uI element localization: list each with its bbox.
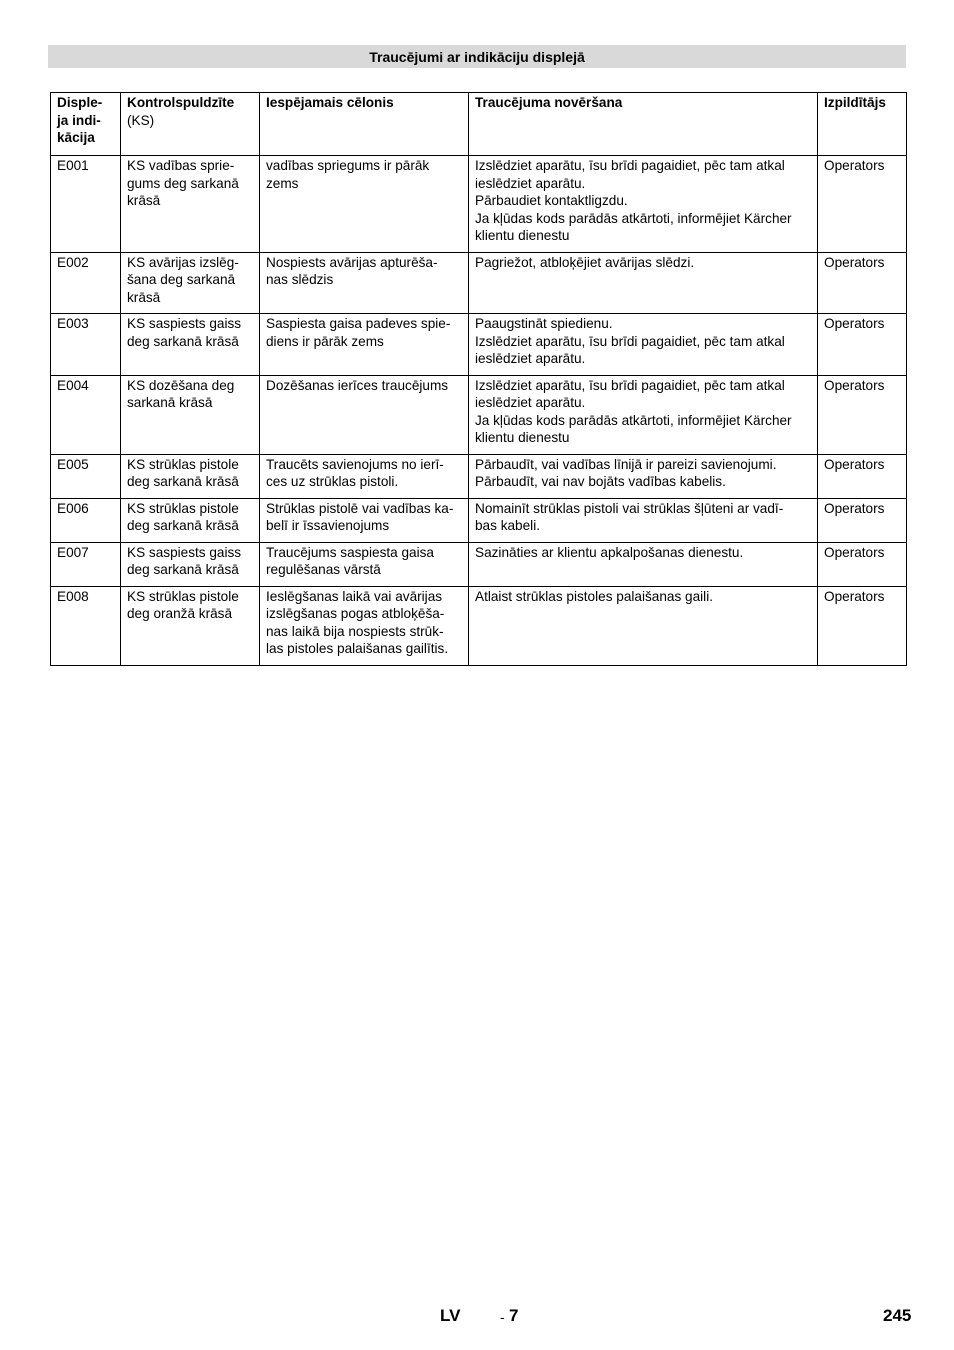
cell-cause-line: ces uz strūklas pistoli. [266,474,399,489]
header-remedy [469,93,818,156]
cell-remedy [469,252,818,314]
cell-display-code: E004 [51,375,121,454]
cell-control-lamp-line: KS strūklas pistole [127,588,239,604]
cell-cause [260,375,469,454]
header-remedy-label: Traucējuma novēršana [475,95,623,110]
cell-control-lamp-line: KS vadības sprie- [127,158,235,173]
cell-remedy-line: Nomainīt strūklas pistoli vai strūklas šļūteni ar vadī- [475,500,784,516]
cell-remedy-line: Pagriežot, atbloķējiet avārijas slēdzi. [475,254,695,270]
cell-control-lamp [121,156,260,253]
header-control-lamp [121,93,260,156]
header-cause-label: Iespējamais cēlonis [266,95,394,110]
cell-cause-line: Saspiesta gaisa padeves spie- [266,316,451,331]
cell-display-code: E007 [51,542,121,586]
cell-control-lamp-line: KS saspiests gaiss [127,544,242,560]
cell-remedy-line: klientu dienestu [475,430,570,445]
cell-cause-line: Nospiests avārijas apturēša- [266,254,438,270]
cell-control-lamp-line: sarkanā krāsā [127,395,213,410]
header-control-lamp-label: Kontrolspuldzīte [127,95,235,110]
cell-cause [260,454,469,498]
cell-cause-line: diens ir pārāk zems [266,333,384,349]
footer-dash: - [500,1309,505,1325]
fault-table [50,92,907,666]
cell-remedy [469,156,818,253]
section-title-text: Traucējumi ar indikāciju displejā [369,48,585,65]
header-control-lamp-sub: (KS) [127,112,155,128]
cell-cause [260,586,469,665]
footer-page-number: 245 [883,1306,912,1325]
cell-control-lamp-line: šana deg sarkanā [127,272,236,287]
table-row [51,498,907,542]
cell-control-lamp [121,252,260,314]
cell-remedy-line: klientu dienestu [475,228,570,243]
cell-remedy-line: Pārbaudīt, vai vadības līnijā ir pareizi savienojumi. [475,456,777,472]
cell-performed-by: Operators [818,156,907,253]
cell-control-lamp-line: krāsā [127,289,161,305]
cell-control-lamp-line: KS strūklas pistole [127,456,239,472]
cell-control-lamp-line: KS saspiests gaiss [127,316,242,331]
cell-control-lamp-line: deg sarkanā krāsā [127,333,239,349]
table-row [51,454,907,498]
cell-display-code: E001 [51,156,121,253]
cell-display-code: E005 [51,454,121,498]
cell-remedy-line: bas kabeli. [475,518,540,533]
cell-cause-line: vadības spriegums ir pārāk [266,158,430,173]
cell-cause-line: Strūklas pistolē vai vadības ka- [266,500,454,516]
cell-performed-by: Operators [818,542,907,586]
cell-performed-by: Operators [818,586,907,665]
cell-control-lamp-line: KS avārijas izslēg- [127,254,239,270]
cell-control-lamp-line: KS strūklas pistole [127,500,239,516]
cell-control-lamp [121,542,260,586]
cell-cause [260,314,469,376]
cell-remedy-line: Izslēdziet aparātu, īsu brīdi pagaidiet, pēc tam atkal [475,333,785,349]
cell-control-lamp-line: deg sarkanā krāsā [127,474,239,489]
cell-control-lamp [121,454,260,498]
cell-control-lamp [121,498,260,542]
table-row [51,314,907,376]
cell-control-lamp-line: deg sarkanā krāsā [127,518,239,533]
cell-cause [260,498,469,542]
cell-remedy-line: Sazināties ar klientu apkalpošanas dienestu. [475,544,744,560]
cell-remedy-line: Paaugstināt spiedienu. [475,316,613,331]
cell-remedy [469,542,818,586]
cell-cause-line: Traucējums saspiesta gaisa [266,544,434,560]
cell-remedy-line: Pārbaudiet kontaktligzdu. [475,193,628,208]
cell-remedy-line: Ja kļūdas kods parādās atkārtoti, informējiet Kärcher [475,412,792,428]
header-cause [260,93,469,156]
cell-performed-by: Operators [818,314,907,376]
cell-remedy-line: Ja kļūdas kods parādās atkārtoti, informējiet Kärcher [475,210,792,226]
cell-cause [260,156,469,253]
cell-remedy-line: Izslēdziet aparātu, īsu brīdi pagaidiet, pēc tam atkal [475,158,785,173]
cell-remedy-line: Izslēdziet aparātu, īsu brīdi pagaidiet, pēc tam atkal [475,377,785,393]
cell-cause-line: nas laikā bija nospiests strūk- [266,623,444,639]
cell-cause-line: belī ir īssavienojums [266,518,390,533]
table-row [51,375,907,454]
cell-remedy-line: ieslēdziet aparātu. [475,395,586,410]
cell-remedy [469,314,818,376]
cell-remedy-line: ieslēdziet aparātu. [475,351,586,366]
cell-display-code: E008 [51,586,121,665]
cell-remedy [469,586,818,665]
cell-control-lamp [121,375,260,454]
cell-cause-line: regulēšanas vārstā [266,562,381,577]
cell-remedy [469,375,818,454]
cell-control-lamp-line: deg sarkanā krāsā [127,562,239,577]
cell-cause [260,542,469,586]
table-row [51,156,907,253]
header-performed-by [818,93,907,156]
header-display-code-line: Disple- [57,95,103,110]
cell-control-lamp-line: KS dozēšana deg [127,377,235,393]
cell-cause [260,252,469,314]
fault-table-body [51,156,907,666]
header-performed-by-label: Izpildītājs [824,95,886,110]
cell-cause-line: zems [266,175,299,191]
cell-control-lamp [121,314,260,376]
cell-cause-line: Dozēšanas ierīces traucējums [266,377,449,393]
cell-display-code: E002 [51,252,121,314]
cell-performed-by: Operators [818,454,907,498]
cell-remedy-line: Atlaist strūklas pistoles palaišanas gaili. [475,588,714,604]
cell-control-lamp-line: gums deg sarkanā [127,175,239,191]
cell-cause-line: las pistoles palaišanas gailītis. [266,641,449,656]
table-header-row [51,93,907,156]
header-display-code-line: ja indi- [57,112,101,128]
cell-display-code: E003 [51,314,121,376]
footer-section-page: 7 [509,1306,519,1325]
cell-remedy-line: Pārbaudīt, vai nav bojāts vadības kabelis. [475,474,726,489]
cell-performed-by: Operators [818,375,907,454]
table-row [51,586,907,665]
cell-display-code: E006 [51,498,121,542]
header-display-code-line: kācija [57,130,95,145]
table-row [51,252,907,314]
cell-control-lamp-line: krāsā [127,193,161,208]
cell-cause-line: Traucēts savienojums no ierī- [266,456,444,472]
cell-remedy [469,454,818,498]
header-display-code [51,93,121,156]
cell-remedy [469,498,818,542]
table-row [51,542,907,586]
cell-control-lamp-line: deg oranžā krāsā [127,606,233,621]
cell-remedy-line: ieslēdziet aparātu. [475,175,586,191]
cell-performed-by: Operators [818,498,907,542]
cell-cause-line: Ieslēgšanas laikā vai avārijas [266,588,443,604]
cell-cause-line: nas slēdzis [266,272,334,287]
cell-performed-by: Operators [818,252,907,314]
cell-control-lamp [121,586,260,665]
cell-cause-line: izslēgšanas pogas atbloķēša- [266,606,445,621]
section-title [48,45,906,68]
footer-language: LV [440,1306,461,1325]
